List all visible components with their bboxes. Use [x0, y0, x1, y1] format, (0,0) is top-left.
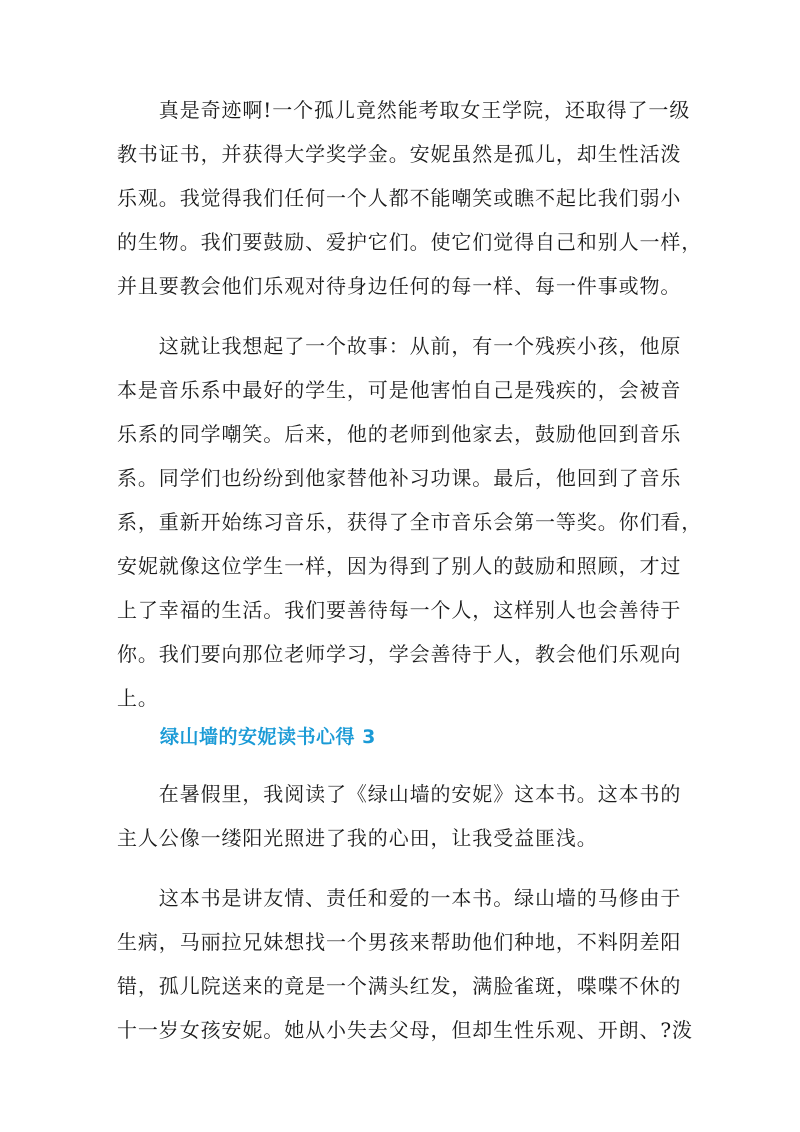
paragraph-1-line-1: 真是奇迹啊!一个孤儿竟然能考取女王学院，还取得了一级 [117, 98, 691, 122]
paragraph-3-line-2: 主人公像一缕阳光照进了我的心田，让我受益匪浅。 [117, 826, 598, 850]
paragraph-1-line-2: 教书证书，并获得大学奖学金。安妮虽然是孤儿，却生性活泼 [117, 142, 682, 166]
paragraph-1-line-4: 的生物。我们要鼓励、爱护它们。使它们觉得自己和别人一样， [117, 230, 703, 254]
paragraph-2-line-1: 这就让我想起了一个故事：从前，有一个残疾小孩，他原 [117, 334, 682, 358]
paragraph-2-line-3: 乐系的同学嘲笑。后来，他的老师到他家去，鼓励他回到音乐 [117, 422, 682, 446]
paragraph-2-line-2: 本是音乐系中最好的学生，可是他害怕自己是残疾的，会被音 [117, 378, 682, 402]
section-heading: 绿山墙的安妮读书心得 3 [160, 726, 376, 748]
paragraph-2-line-8: 你。我们要向那位老师学习，学会善待于人，教会他们乐观向 [117, 642, 682, 666]
paragraph-2-line-4: 系。同学们也纷纷到他家替他补习功课。最后，他回到了音乐 [117, 466, 682, 490]
paragraph-4-line-3: 错，孤儿院送来的竟是一个满头红发，满脸雀斑，喋喋不休的 [117, 974, 682, 998]
paragraph-4-line-1: 这本书是讲友情、责任和爱的一本书。绿山墙的马修由于 [117, 886, 682, 910]
paragraph-3-line-1: 在暑假里，我阅读了《绿山墙的安妮》这本书。这本书的 [117, 782, 682, 806]
paragraph-2-line-9: 上。 [117, 686, 159, 710]
paragraph-4-line-4: 十一岁女孩安妮。她从小失去父母，但却生性乐观、开朗、?泼 [117, 1018, 693, 1042]
paragraph-1-line-5: 并且要教会他们乐观对待身边任何的每一样、每一件事或物。 [117, 274, 682, 298]
paragraph-1-line-3: 乐观。我觉得我们任何一个人都不能嘲笑或瞧不起比我们弱小 [117, 186, 682, 210]
paragraph-2-line-6: 安妮就像这位学生一样，因为得到了别人的鼓励和照顾，才过 [117, 554, 682, 578]
paragraph-2-line-7: 上了幸福的生活。我们要善待每一个人，这样别人也会善待于 [117, 598, 682, 622]
paragraph-4-line-2: 生病，马丽拉兄妹想找一个男孩来帮助他们种地，不料阴差阳 [117, 930, 682, 954]
paragraph-2-line-5: 系，重新开始练习音乐，获得了全市音乐会第一等奖。你们看， [117, 510, 703, 534]
